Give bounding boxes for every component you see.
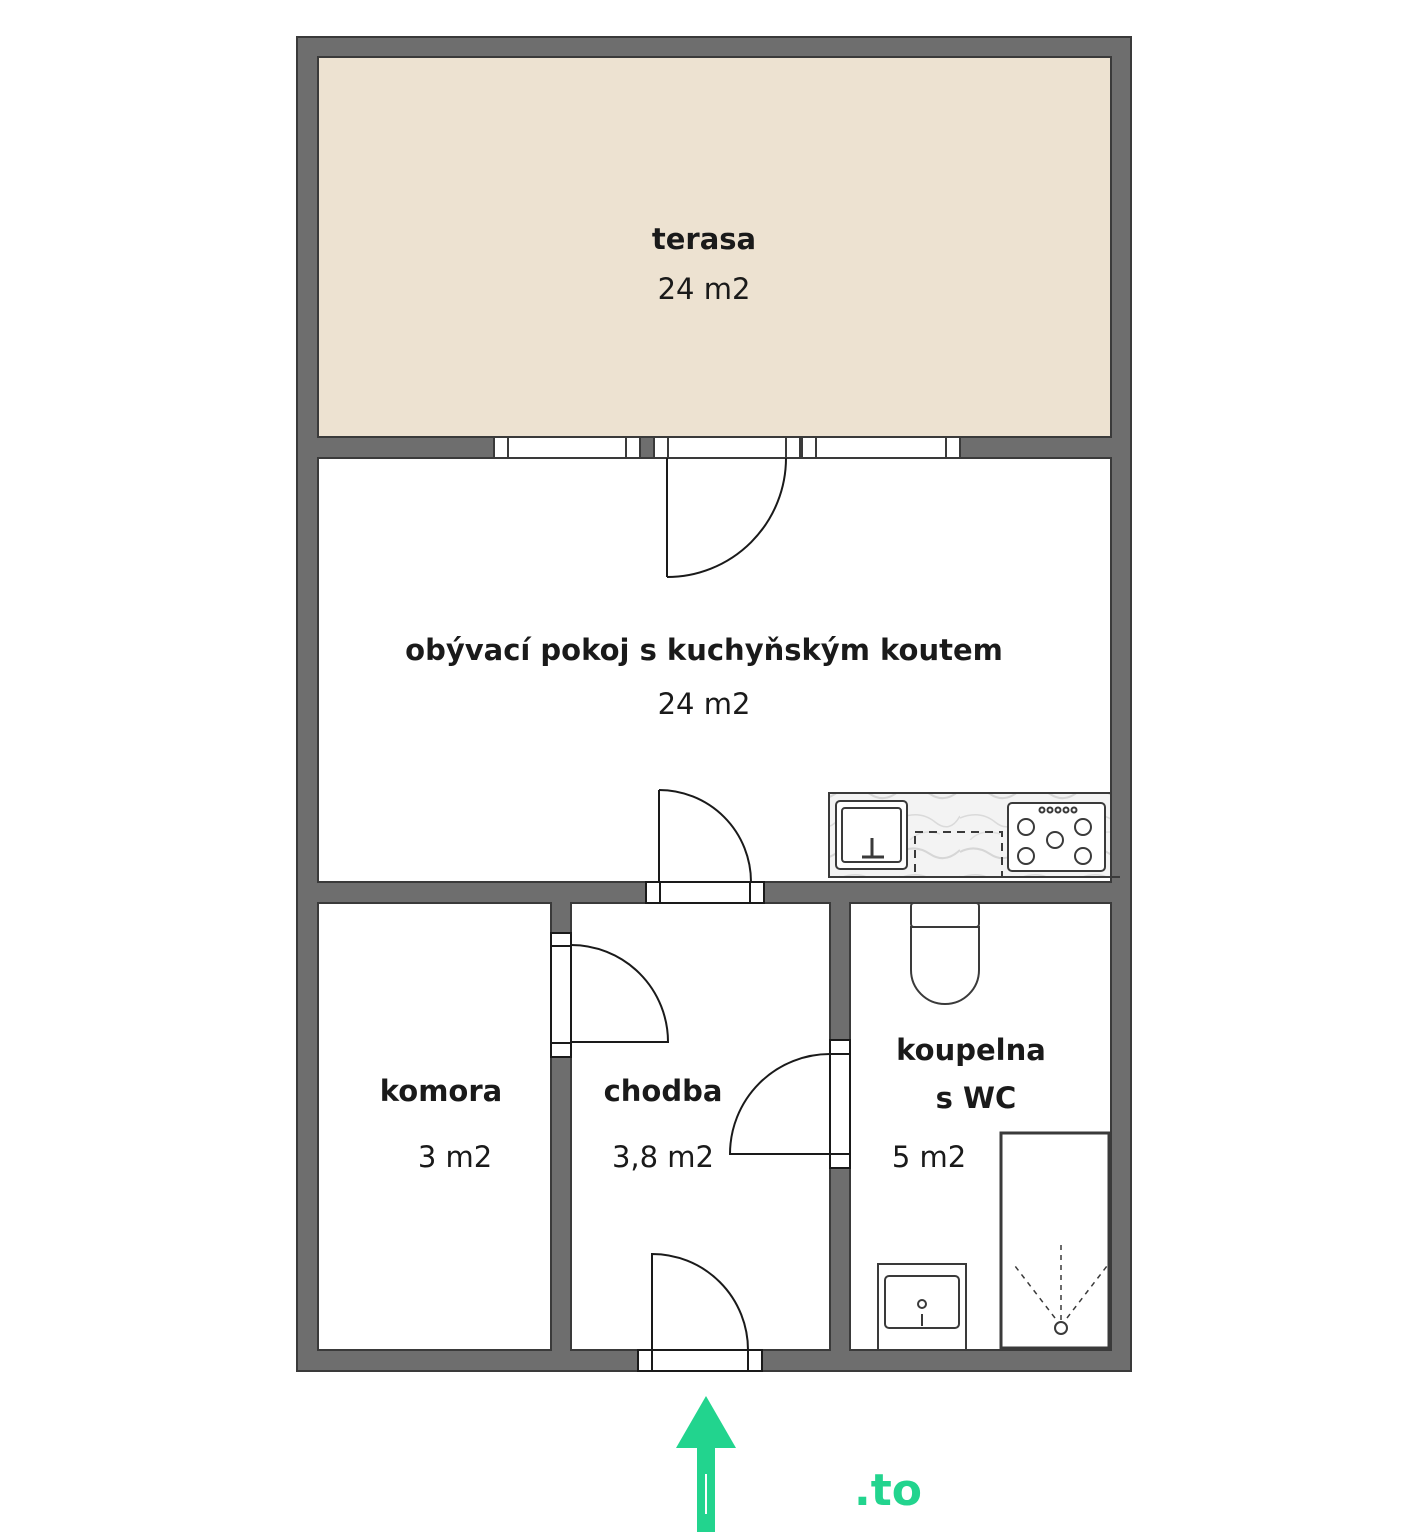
shower-icon — [1001, 1133, 1109, 1348]
toilet-icon — [911, 903, 979, 1004]
logo-text: .to — [854, 1465, 922, 1516]
koupelna-area: 5 m2 — [891, 1140, 967, 1174]
terasa-area: 24 m2 — [657, 272, 751, 306]
chodba-name: chodba — [603, 1074, 723, 1108]
koupelna-name-line2: s WC — [935, 1081, 1017, 1115]
chodba-area: 3,8 m2 — [611, 1140, 715, 1174]
komora-area: 3 m2 — [417, 1140, 493, 1174]
terrace-windows — [494, 437, 960, 458]
kitchen-counter — [829, 793, 1120, 877]
chodba-floor — [571, 903, 830, 1350]
sink-icon — [836, 801, 907, 869]
koupelna-name-line1: koupelna — [896, 1033, 1046, 1067]
living-room-area: 24 m2 — [657, 687, 751, 721]
komora-name: komora — [379, 1074, 503, 1108]
terasa-name: terasa — [651, 222, 757, 256]
living-room-name: obývací pokoj s kuchyňským koutem — [405, 633, 1003, 667]
washbasin-icon — [878, 1264, 966, 1350]
komora-floor — [318, 903, 551, 1350]
stove-icon — [1008, 803, 1105, 871]
entrance-arrow-icon — [676, 1396, 736, 1532]
